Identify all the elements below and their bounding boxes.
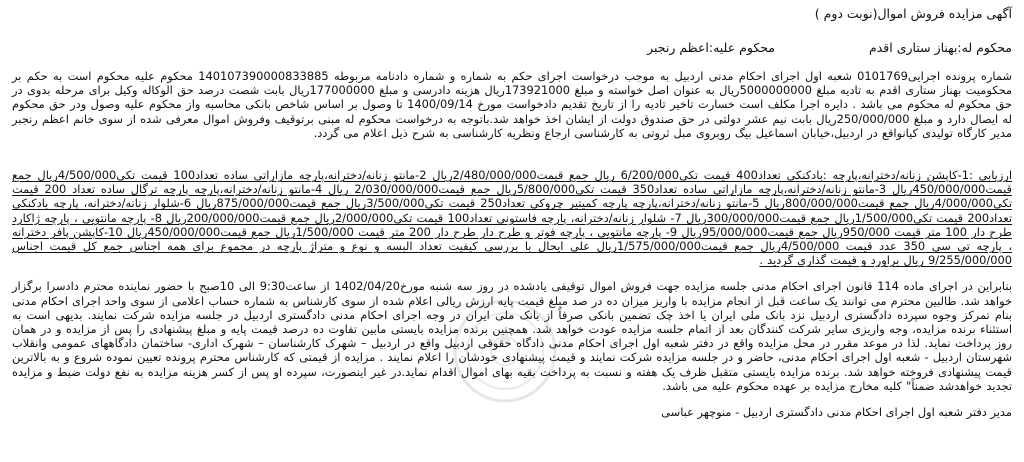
plaintiff-name: محکوم له:بهناز ستاری اقدم: [869, 40, 1012, 55]
auction-terms-paragraph: بنابراین در اجرای ماده 114 قانون اجرای احکام مدنی جلسه مزایده جهت فروش اموال توقیفی یادشده در روز سه شنبه مورخ1402/04/20 از ساعت9:30 الی 10صبح با حضور نماینده محترم دادسرا برگزار خواهد شد. طالبین محترم می توانند یک ساعت قبل از انجام مزایده با واریز میزان ده در صد مبلغ قیمت پایه ارزش ریالی اعلام شده از سوی کارشناس به شماره حساب اعلامی از سوی واحد اجرای احکام مدنی بنام تمرکز وجوه سپرده دادگستری اردبیل نزد بانک ملی ایران یا اخذ چک تضمین بانکی صرفاً از بانک ملی ایران در وجه اجرای احکام مدنی دادگستری اردبیل در جلسه مزایده شرکت نمایند. بدیهی است به استثناء برنده مزایده، وجه واریزی سایر شرکت کنندگان بعد از اتمام جلسه مزایده عودت خواهد شد. همچنین برنده مزایده بایستی مابین تفاوت ده درصد قیمت پایه و مبلغ پیشنهادی را پس از مزایده و در همان روز پرداخت نماید. لذا در موعد مقرر در محل مزایده واقع در دفتر شعبه اول اجرای احکام مدنی دادگاه حقوقی اردبیل واقع در اردبیل – شهرک کارشناسان – شهرک اداری- ساختمان دادگاههای عمومی وانقلاب شهرستان اردبیل - شعبه اول اجرای احکام مدنی، حاضر و در جلسه مزایده شرکت نمایند و قیمت پیشنهادی خودشان را اعلام نمایند . مزایده از قیمتی که کارشناس محترم پرونده تعیین نموده شروع و به بالاترین قیمت پیشنهادی فروخته خواهد شد. برنده مزایده بایستی متقبل ظرف یک هفته و نسبت به پرداخت بقیه بهای اموال اقدام نماید.در غیر اینصورت، سپرده او پس از کسر هزینه مزایده به نفع دولت ضبط و مزایده تجدید خواهدشد ضمناً" کلیه مخارج مزایده بر عهده محکوم علیه می باشد.: [12, 279, 1012, 393]
signature-line: مدیر دفتر شعبه اول اجرای احکام مدنی دادگستری اردبیل - منوچهر عباسی: [661, 405, 1012, 420]
notice-title: آگهی مزایده فروش اموال(نوبت دوم ): [814, 6, 1012, 21]
defendant-name: محکوم علیه:اعظم رنجبر: [647, 40, 775, 55]
appraisal-paragraph: ارزیابی :1-کاپشن زنانه/دخترانه،پارچه :بادکنکی تعداد400 قیمت تکی6/200/000 ریال جمع قیمت2/480/000/000ریال 2-مانتو زنانه/دخترانه،پارچه مازاراتی ساده تعداد100 قیمت تکی4/500/000ریال جمع قیمت450/000/000ریال 3-مانتو زنانه/دخترانه،پارچه مازاراتی ساده تعداد350 قیمت تکی5/800/000ریال جمع قیمت2/030/000/000 ریال 4-مانتو زنانه/دخترانه،پارچه پارچه ترگال ساده تعداد 200 قیمت تکی4/000/000ریال جمع قیمت800/000/000ریال 5-مانتو زنانه/دخترانه،پارچه پارچه کمیتیر چروکی تعداد250 قیمت تکی3/500/000ریال جمع قیمت875/000/000ریال 6-شلوار زنانه/دخترانه، پارچه بادکنکی تعداد200 قیمت تکی1/500/000ریال جمع قیمت300/000/000ریال 7- شلوار زنانه/دخترانه، پارچه فاستونی تعداد100 قیمت تکی2/000/000ریال جمع قیمت200/000/000ریال 8- پارچه مانتویی ، پارچه ژاکارد طرح دار 100 متر قیمت 950/000ریال جمع قیمت95/000/000ریال 9- پارچه مانتویی ، پارچه فوتر و طرح دار طرح دار 200 متر قیمت 1/500/000ریال جمع قیمت450/000/000ریال 10-کاپشن پافر دخترانه ، پارچه تی سی 350 عدد قیمت 4/500/000ریال جمع قیمت1/575/000/000ریال علی ایحال با بررسی کیفیت تعداد البسه و نوع و متراژ پارچه در مجموع برای همه اجناس جمع کل قیمت اجناس 9/255/000/000 ریال براورد و قیمت گذاری گردید .: [12, 168, 1013, 268]
parties-row: [12, 40, 1012, 56]
case-description-paragraph: شماره پرونده اجرایی0101769 شعبه اول اجرای احکام مدنی اردبیل به موجب درخواست اجرای حکم به شماره و شماره دادنامه مربوطه 140107390000833885 محکوم علیه محکوم است به حکم بر محکومیت بهناز ستاری اقدم به تادیه مبلغ 5000000000ریال به عنوان اصل خواسته و مبلغ 173921000ریال هزینه دادرسی و مبلغ 177000000ریال بابت شصت درصد حق الوکاله وکیل برای مرحله بدوی در حق محکوم له محکوم می باشد . دایره اجرا مکلف است خسارت تاخیر تادیه را از تاریخ تقدیم دادخواست مورخ 1400/09/14 تا وصول بر اساس شاخص بانکی محاسبه واز محکوم علیه وصول ودر حق محکوم له ایصال دارد و مبلغ 250/000/000ریال بابت نیم عشر دولتی در حق صندوق دولت از ایشان اخذ خواهد شد.باتوجه به درخواست محکوم له مبنی برتوقیف وفروش اموال معرفی شده از سوی خانم اعظم رنجبر مدیر کارگاه تولیدی کیانواقع در اردبیل،خیابان اسماعیل بیگ روبروی مبل ثروتی به کارشناسی ارجاع ونظریه کارشناسی به شرح ذیل اعلام می گردد.: [12, 69, 1013, 140]
